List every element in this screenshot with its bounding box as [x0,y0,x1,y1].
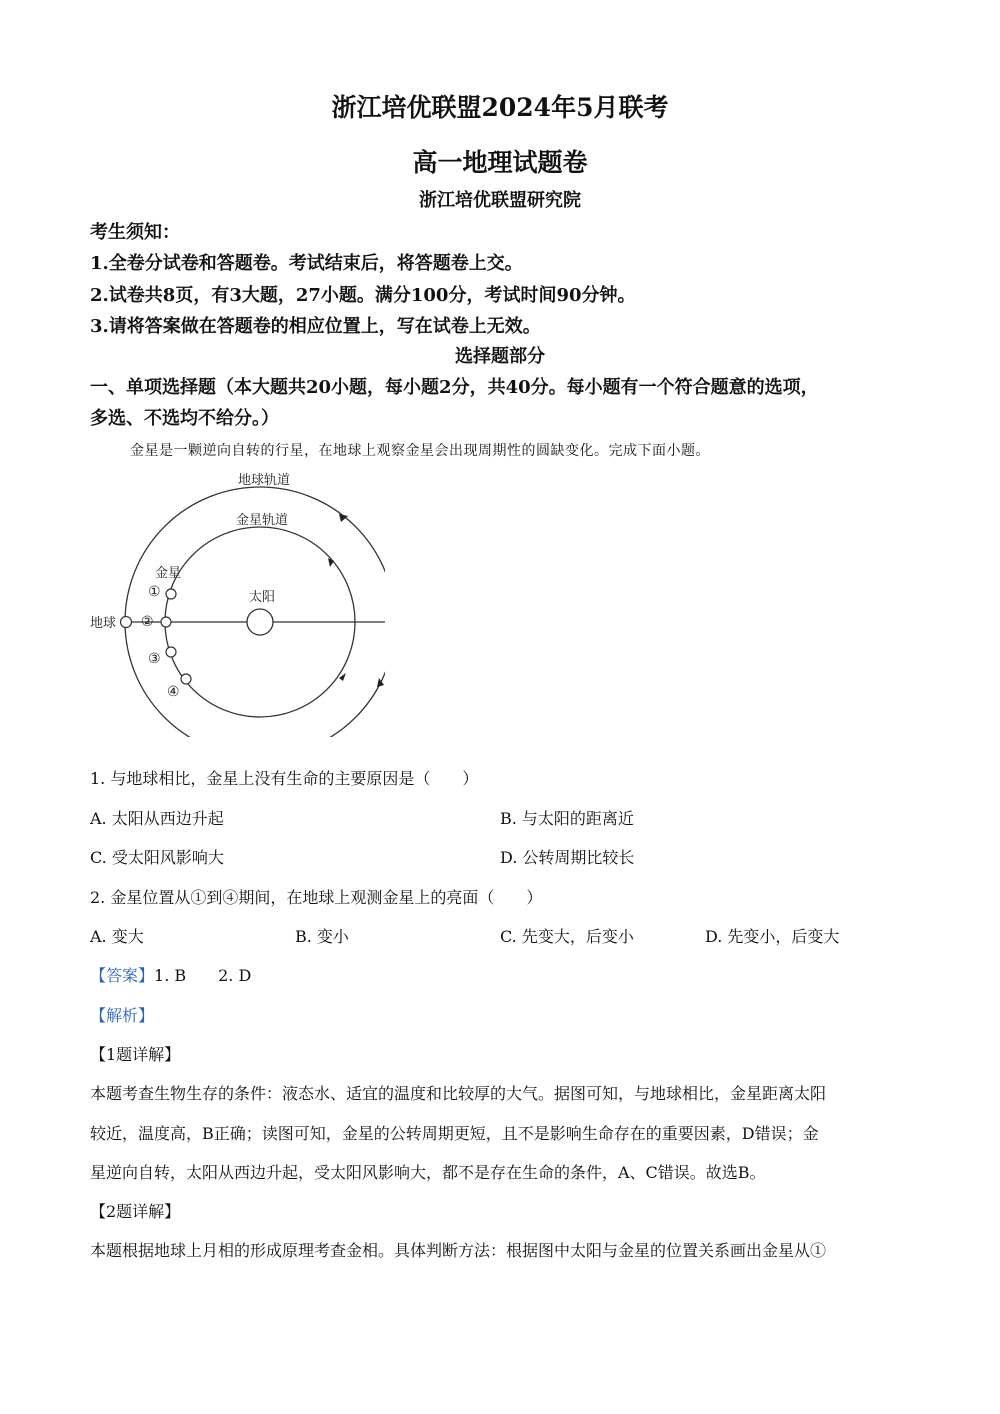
question-1-option-c: C. 受太阳风影响大 [90,848,224,867]
question-intro: 金星是一颗逆向自转的行星，在地球上观察金星会出现周期性的圆缺变化。完成下面小题。 [130,443,710,459]
question-2-stem: 2. 金星位置从①到④期间，在地球上观测金星上的亮面（ ） [90,888,543,907]
answer-text: 1. B 2. D [154,966,252,985]
part-heading-line1: 一、单项选择题（本大题共20小题，每小题2分，共40分。每小题有一个符合题意的选项， [90,377,819,398]
earth-orbit-label: 地球轨道 [238,473,291,488]
notice-item-1: 1.全卷分试卷和答题卷。考试结束后，将答题卷上交。 [90,253,523,274]
position-label-2: ② [141,614,154,630]
venus-orbit-diagram [85,462,385,737]
exam-institute: 浙江培优联盟研究院 [419,190,581,211]
part-heading-line2: 多选、不选均不给分。） [90,408,279,429]
earth-orbit-arrow-bottom [377,678,384,687]
analysis-label: 【解析】 [90,1006,155,1025]
answer-label: 【答案】 [90,966,155,985]
notice-item-2: 2.试卷共8页，有3大题，27小题。满分100分，考试时间90分钟。 [90,285,636,306]
venus-position-4 [181,674,191,684]
question-1-option-a: A. 太阳从西边升起 [90,809,224,828]
question-2-option-a: A. 变大 [90,927,144,946]
sun-label: 太阳 [249,590,276,605]
venus-label: 金星 [155,566,182,581]
question-1-stem: 1. 与地球相比，金星上没有生命的主要原因是（ ） [90,769,479,788]
earth-label: 地球 [90,616,117,631]
q1-detail-line-1: 本题考查生物生存的条件：液态水、适宜的温度和比较厚的大气。据图可知，与地球相比，金星距离太阳 [90,1084,827,1103]
earth-circle [121,617,132,628]
position-label-4: ④ [167,684,180,700]
question-2-option-c: C. 先变大，后变小 [500,927,634,946]
q2-detail-label: 【2题详解】 [90,1202,181,1221]
position-label-3: ③ [148,651,161,667]
sun-circle [247,609,273,635]
q1-detail-line-2: 较近，温度高，B正确；读图可知，金星的公转周期更短，且不是影响生命存在的重要因素，D错误；金 [90,1124,819,1143]
q2-detail-line-1: 本题根据地球上月相的形成原理考查金相。具体判断方法：根据图中太阳与金星的位置关系画出金星从① [90,1241,827,1260]
section-title: 选择题部分 [455,346,545,367]
question-1-option-b: B. 与太阳的距离近 [500,809,634,828]
question-1-option-d: D. 公转周期比较长 [500,848,635,867]
question-2-option-b: B. 变小 [295,927,349,946]
exam-subtitle: 高一地理试题卷 [412,148,588,177]
venus-orbit-label: 金星轨道 [236,513,289,528]
orbit-direction-arrows [328,514,384,687]
question-2-option-d: D. 先变小，后变大 [705,927,840,946]
notice-heading: 考生须知： [90,222,180,243]
venus-position-3 [166,647,176,657]
position-label-1: ① [148,584,161,600]
venus-position-1 [166,589,176,599]
q1-detail-line-3: 星逆向自转，太阳从西边升起，受太阳风影响大，都不是存在生命的条件，A、C错误。故选B。 [90,1163,766,1182]
answer-line [90,963,251,986]
q1-detail-label: 【1题详解】 [90,1045,181,1064]
notice-item-3: 3.请将答案做在答题卷的相应位置上，写在试卷上无效。 [90,316,541,337]
exam-title: 浙江培优联盟2024年5月联考 [331,93,669,122]
venus-position-2 [161,617,171,627]
